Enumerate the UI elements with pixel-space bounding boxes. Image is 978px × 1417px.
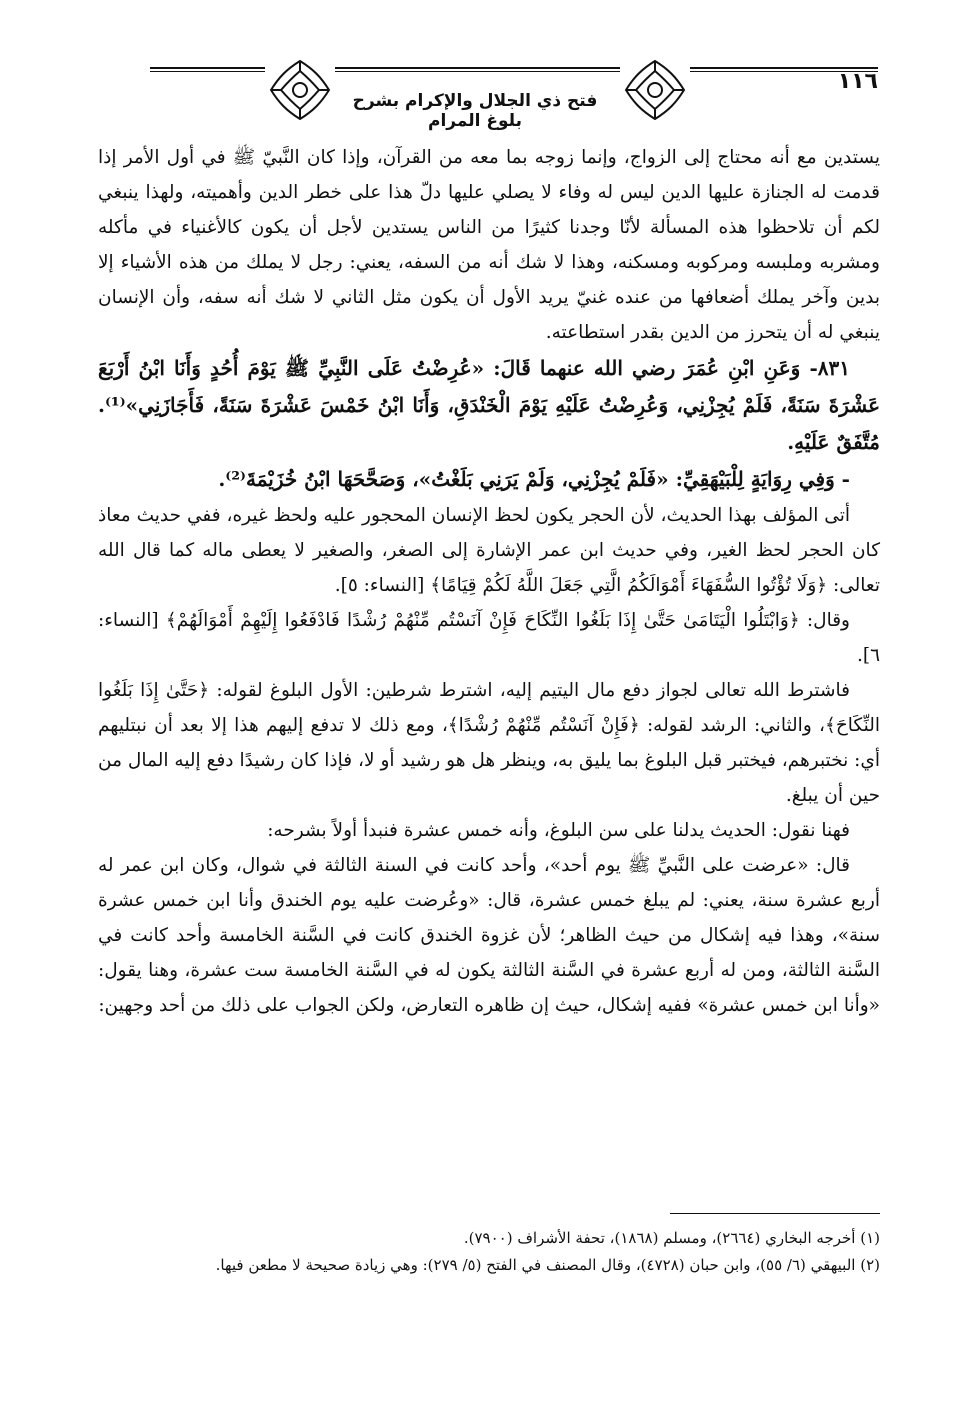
paragraph: أتى المؤلف بهذا الحديث، لأن الحجر يكون لحظ الإنسان المحجور عليه ولحظ غيره، ففي حديث معاذ كان الحجر لحظ الغير، وفي حديث ابن عمر الإشارة إلى الصغر، والصغير لا يعطى ماله كما قال الله تعالى: ﴿وَلَا تُؤْتُوا السُّفَهَاءَ أَمْوَالَكُمُ الَّتِي جَعَلَ اللَّهُ لَكُمْ قِيَامًا﴾ [النساء: ٥].	[98, 505, 880, 596]
ornament-right-icon	[620, 55, 690, 125]
header-rule-thin	[150, 71, 878, 72]
body-text	[98, 140, 880, 1023]
paragraph: يستدين مع أنه محتاج إلى الزواج، وإنما زوجه بما معه من القرآن، وإذا كان النَّبيّ ﷺ في أول الأمر إذا قدمت له الجنازة عليها الدين ليس له وفاء لا يصلي عليها دلّ هذا على خطر الدين وأهميته، ولهذا ينبغي لكم أن تلاحظوا هذه المسألة لأنّا وجدنا كثيرًا من الناس يستدين لأجل أن يكون كالأغنياء في مأكله ومشربه وملبسه ومركوبه ومسكنه، وهذا لا شك أنه من السفه، يعني: رجل لا يملك من هذه الأشياء إلا بدين وآخر يملك أضعافها من عنده غنيّ يريد الأول أن يكون مثل الثاني لا شك أنه سفه، وأن الإنسان ينبغي له أن يتحرز من الدين بقدر استطاعته.	[98, 147, 880, 343]
header-rule	[150, 67, 878, 69]
paragraph: فهنا نقول: الحديث يدلنا على سن البلوغ، وأنه خمس عشرة فنبدأ أولاً بشرحه:	[267, 820, 850, 841]
running-title: فتح ذي الجلال والإكرام بشرح بلوغ المرام	[352, 91, 598, 131]
paragraph: وقال: ﴿وَابْتَلُوا الْيَتَامَىٰ حَتَّىٰ إِذَا بَلَغُوا النِّكَاحَ فَإِنْ آنَسْتُم مِّنْهُمْ رُشْدًا فَادْفَعُوا إِلَيْهِمْ أَمْوَالَهُمْ﴾ [النساء: ٦].	[98, 610, 880, 666]
footnote: (١) أخرجه البخاري (٢٦٦٤)، ومسلم (١٨٦٨)، تحفة الأشراف (٧٩٠٠).	[463, 1229, 880, 1247]
footnote: (٢) البيهقي (٦/ ٥٥)، وابن حبان (٤٧٢٨)، وقال المصنف في الفتح (٥/ ٢٧٩): وهي زيادة صحيحة لا مطعن فيها.	[215, 1256, 880, 1274]
footnote-rule	[670, 1213, 880, 1214]
hadith-text: ٨٣١- وَعَنِ ابْنِ عُمَرَ رضي الله عنهما قَالَ: «عُرِضْتُ عَلَى النَّبِيِّ ﷺ يَوْمَ أُحُدٍ وَأَنَا ابْنُ أَرْبَعَ عَشْرَةَ سَنَةً، فَلَمْ يُجِزْنِي، وَعُرِضْتُ عَلَيْهِ يَوْمَ الْخَنْدَقِ، وَأَنَا ابْنُ خَمْسَ عَشْرَةَ سَنَةً، فَأَجَازَنِي»⁽¹⁾. مُتَّفَقٌ عَلَيْهِ.	[98, 356, 881, 454]
paragraph: قال: «عرضت على النَّبيِّ ﷺ يوم أحد»، وأحد كانت في السنة الثالثة في شوال، وكان ابن عمر له أربع عشرة سنة، يعني: لم يبلغ خمس عشرة، قال: «وعُرضت عليه يوم الخندق وأنا ابن خمس عشرة سنة»، وهذا فيه إشكال من حيث الظاهر؛ لأن غزوة الخندق كانت في السَّنة الخامسة وأحد كانت في السَّنة الثالثة، ومن له أربع عشرة في السَّنة الثالثة يكون له في السَّنة الخامسة ست عشرة، وهنا يقول: «وأنا ابن خمس عشرة» ففيه إشكال، حيث إن ظاهره التعارض، ولكن الجواب على ذلك من أحد وجهين:	[98, 855, 880, 1016]
page-number: ١١٦	[837, 69, 878, 94]
page-header	[150, 55, 878, 135]
ornament-left-icon	[265, 55, 335, 125]
footnotes	[98, 1225, 880, 1279]
paragraph: فاشترط الله تعالى لجواز دفع مال اليتيم إليه، اشترط شرطين: الأول البلوغ لقوله: ﴿حَتَّىٰ إِذَا بَلَغُوا النِّكَاحَ﴾، والثاني: الرشد لقوله: ﴿فَإِنْ آنَسْتُم مِّنْهُمْ رُشْدًا﴾، ومع ذلك لا تدفع إليهم هذا إلا بعد أن نبتليهم أي: نختبرهم، فيختبر قبل البلوغ بما يليق به، وينظر هل هو رشيد أو لا، فإذا كان رشيدًا دفع إليه المال من حين أن يبلغ.	[98, 680, 880, 806]
hadith-riwaya: - وَفِي رِوَايَةٍ لِلْبَيْهَقِيِّ: «فَلَمْ يُجِزْنِي، وَلَمْ يَرَنِي بَلَغْتُ»، وَصَحَّحَهَا ابْنُ خُزَيْمَةَ⁽²⁾.	[218, 467, 850, 491]
